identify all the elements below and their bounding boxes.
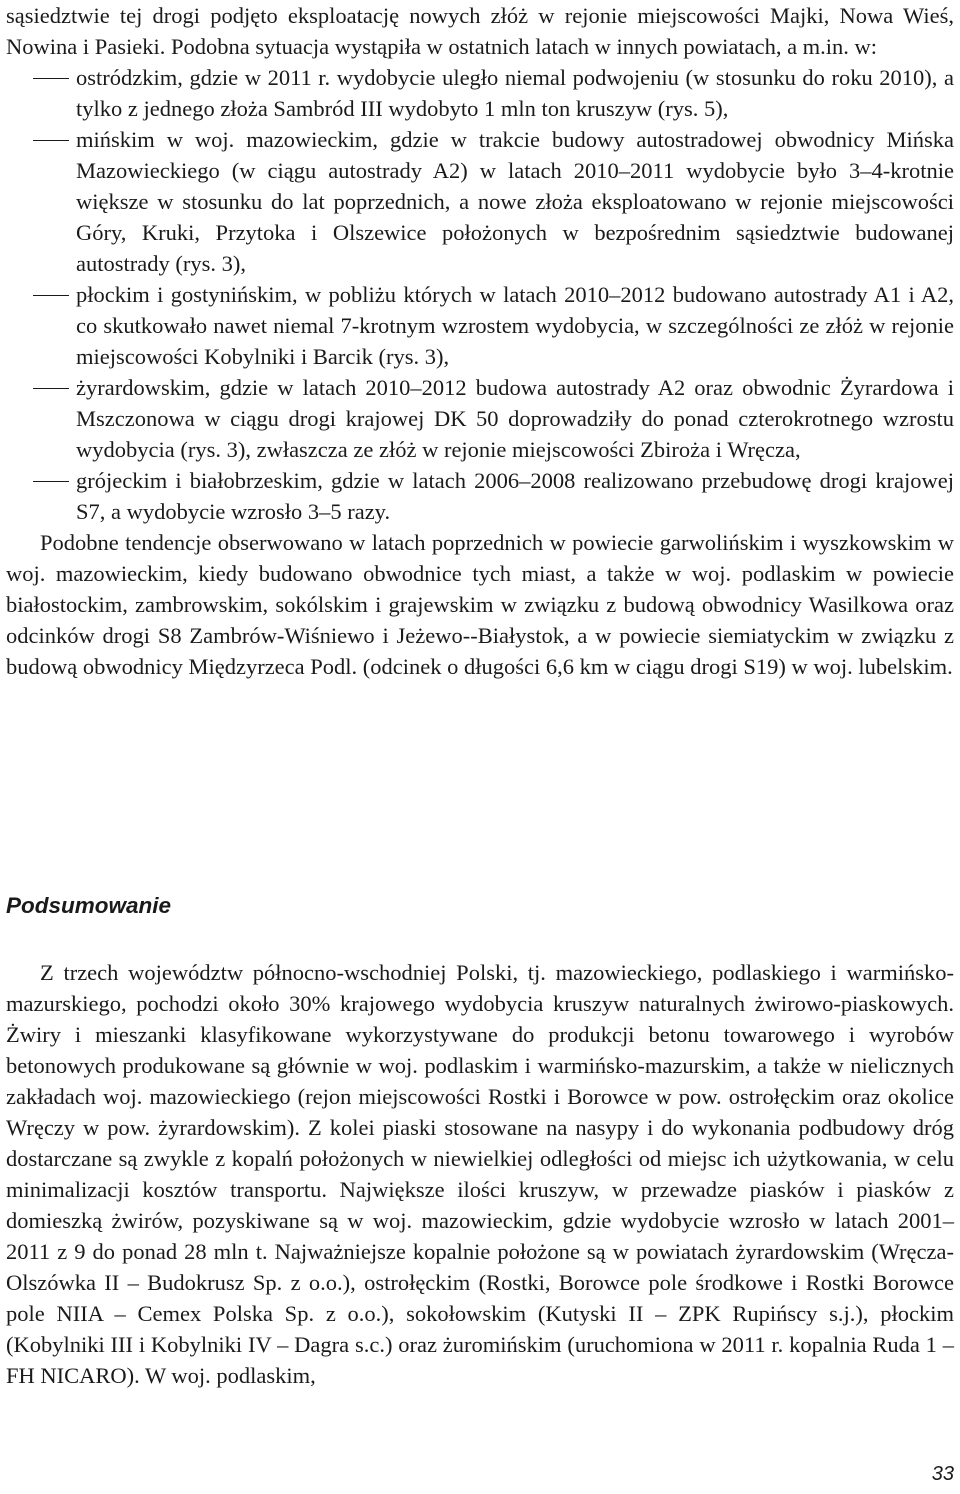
list-item-text: ostródzkim, gdzie w 2011 r. wydobycie uległo niemal podwojeniu (w stosunku do roku 2010), a tylko z jednego złoża Sambród III wydobyto 1 mln ton kruszyw (rys. 5), bbox=[76, 65, 954, 121]
list-item bbox=[6, 279, 954, 372]
dash-bullet bbox=[33, 140, 69, 141]
page-number: 33 bbox=[931, 1463, 954, 1485]
summary-paragraph: Z trzech województw północno-wschodniej Polski, tj. mazowieckiego, podlaskiego i warmińsko-mazurskiego, pochodzi około 30% krajowego wydobycia kruszyw naturalnych żwirowo-piaskowych. Żwiry i mieszanki klasyfikowane wykorzystywane do produkcji betonu towarowego i wyrobów betonowych produkowane są głównie w woj. podlaskim i warmińsko-mazurskim, a także w nielicznych zakładach woj. mazowieckiego (rejon miejscowości Rostki i Borowce w pow. ostrołęckim oraz okolice Wręczy w pow. żyrardowskim). Z kolei piaski stosowane na nasypy i do wykonania podbudowy dróg dostarczane są zwykle z kopalń położonych w niewielkiej odległości od miejsc ich użytkowania, w celu minimalizacji kosztów transportu. Największe ilości kruszyw, w przewadze piasków i piasków z domieszką żwirów, pozyskiwane są w woj. mazowieckim, gdzie wydobycie wzrosło w latach 2001–2011 z 9 do ponad 28 mln t. Najważniejsze kopalnie położone są w powiatach żyrardowskim (Wręcza-Olszówka II – Budokrusz Sp. z o.o.), ostrołęckim (Rostki, Borowce pole środkowe i Rostki Borowce pole NIIA – Cemex Polska Sp. z o.o.), sokołowskim (Kutyski II – ZPK Rupińscy s.j.), płockim (Kobylniki III i Kobylniki IV – Dagra s.c.) oraz żuromińskim (uruchomiona w 2011 r. kopalnia Ruda 1 – FH NICARO). W woj. podlaskim, bbox=[6, 960, 954, 1388]
body-text-summary bbox=[6, 957, 954, 1391]
intro-paragraph: sąsiedztwie tej drogi podjęto eksploatację nowych złóż w rejonie miejscowości Majki, Nowa Wieś, Nowina i Pasieki. Podobna sytuacja wystąpiła w ostatnich latach w innych powiatach, a m.in. w: bbox=[6, 3, 954, 59]
dash-bullet bbox=[33, 388, 69, 389]
district-list bbox=[6, 62, 954, 527]
list-item bbox=[6, 372, 954, 465]
list-item-text: mińskim w woj. mazowieckim, gdzie w trakcie budowy autostradowej obwodnicy Mińska Mazowieckiego (w ciągu autostrady A2) w latach 2010–2011 wydobycie było 3–4-krotnie większe w stosunku do lat poprzednich, a nowe złoża eksploatowano w rejonie miejscowości Góry, Kruki, Przytoka i Olszewice położonych w bezpośrednim sąsiedztwie budowanej autostrady (rys. 3), bbox=[76, 127, 954, 276]
paragraph-after-list: Podobne tendencje obserwowano w latach poprzednich w powiecie garwolińskim i wyszkowskim w woj. mazowieckim, kiedy budowano obwodnice tych miast, a także w woj. podlaskim w powiecie białostockim, zambrowskim, sokólskim i grajewskim w związku z budową obwodnicy Wasilkowa oraz odcinków drogi S8 Zambrów-Wiśniewo i Jeżewo--Białystok, a w powiecie siemiatyckim w związku z budową obwodnicy Międzyrzeca Podl. (odcinek o długości 6,6 km w ciągu drogi S19) w woj. lubelskim. bbox=[6, 530, 954, 679]
body-text-top bbox=[6, 0, 954, 682]
list-item bbox=[6, 465, 954, 527]
list-item bbox=[6, 124, 954, 279]
list-item-text: żyrardowskim, gdzie w latach 2010–2012 budowa autostrady A2 oraz obwodnic Żyrardowa i Mszczonowa w ciągu drogi krajowej DK 50 doprowadziły do ponad czterokrotnego wzrostu wydobycia (rys. 3), zwłaszcza ze złóż w rejonie miejscowości Zbiroża i Wręcza, bbox=[76, 375, 954, 462]
dash-bullet bbox=[33, 295, 69, 296]
section-heading: Podsumowanie bbox=[6, 893, 172, 918]
list-item-text: płockim i gostynińskim, w pobliżu których w latach 2010–2012 budowano autostrady A1 i A2, co skutkowało nawet niemal 7-krotnym wzrostem wydobycia, w szczególności ze złóż w rejonie miejscowości Kobylniki i Barcik (rys. 3), bbox=[76, 282, 954, 369]
dash-bullet bbox=[33, 481, 69, 482]
dash-bullet bbox=[33, 78, 69, 79]
list-item bbox=[6, 62, 954, 124]
list-item-text: grójeckim i białobrzeskim, gdzie w latach 2006–2008 realizowano przebudowę drogi krajowej S7, a wydobycie wzrosło 3–5 razy. bbox=[76, 468, 954, 524]
